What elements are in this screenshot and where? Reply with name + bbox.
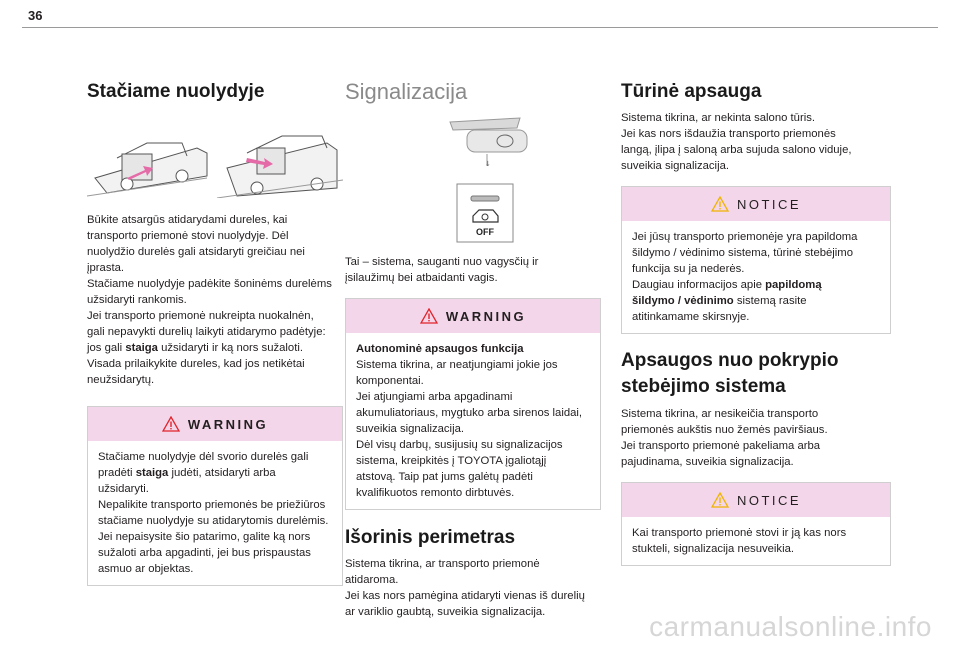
svg-text:↓: ↓ — [485, 160, 491, 168]
notice-header — [622, 187, 890, 221]
slope-text-b: užsidaryti ir ką nors sužaloti. Visada prilaikykite dureles, kad jos netikėtai neužsidarytų. — [87, 342, 305, 386]
heading-alarm: Signalizacija — [345, 79, 468, 104]
header-rule — [22, 27, 938, 28]
warning-body — [346, 333, 600, 509]
notice-box-tilt — [621, 482, 891, 566]
warning-subtitle: Autonominė apsaugos funkcija — [356, 343, 524, 355]
warning-text-bold: staiga — [135, 467, 169, 479]
page-number: 36 — [28, 8, 43, 23]
column-slope — [87, 80, 343, 586]
warning-title: WARNING — [187, 416, 269, 432]
tilt-paragraph: Sistema tikrina, ar nesikeičia transporto priemonės aukštis nuo žemės paviršiaus. Jei transporto priemonė pakeliama arba pajudinama, suveikia signalizacija. — [621, 408, 828, 468]
notice-header — [622, 483, 890, 517]
volumetric-paragraph: Sistema tikrina, ar nekinta salono tūris. Jei kas nors išdaužia transporto priemonės langą, įlipa į saloną arba sujuda salono viduje, suveikia signalizacija. — [621, 112, 852, 172]
slope-paragraph — [87, 212, 343, 388]
column-volumetric — [621, 80, 891, 566]
warning-text: Sistema tikrina, ar neatjungiami jokie jos komponentai. Jei atjungiami arba apgadinami akumuliatoriaus, mygtuko arba sirenos laidai, suveikia signalizacija. Dėl visų darbų, susijusių su signalizacijos sistema, kreipkitės į TOYOTA įgaliotąjį atstovą. Taip pat jums galėtų padėti kvalifikuotos remonto dirbtuvės. — [356, 359, 583, 499]
notice-title: NOTICE — [736, 492, 802, 508]
warning-body — [88, 441, 342, 585]
column-alarm — [345, 80, 601, 620]
heading-slope: Stačiame nuolydyje — [87, 81, 265, 102]
notice-body — [622, 221, 890, 333]
warning-box-alarm — [345, 298, 601, 510]
alarm-off-label: OFF — [476, 227, 494, 237]
warning-title: WARNING — [445, 308, 527, 324]
heading-volumetric: Tūrinė apsauga — [621, 81, 762, 102]
notice-box-heating — [621, 186, 891, 334]
notice-body: Kai transporto priemonė stovi ir ją kas nors stukteli, signalizacija nesuveikia. — [632, 527, 847, 555]
slope-text-bold: staiga — [125, 342, 158, 354]
warning-header — [88, 407, 342, 441]
notice-title: NOTICE — [736, 196, 802, 212]
warning-box-slope — [87, 406, 343, 586]
notice-triangle-icon — [711, 492, 729, 508]
alarm-intro: Tai – sistema, sauganti nuo vagysčių ir įsilaužimų bei atbaidanti vagis. — [345, 256, 539, 284]
warning-text-b: judėti, atsidaryti arba užsidaryti. Nepalikite transporto priemonės be priežiūros stačiame nuolydyje su atidarytomis durelėmis. Jei nepaisysite šio patarimo, galite ką nors sužaloti arba apgadinti, jei bus prispaustas asmuo ar objektas. — [98, 467, 329, 575]
notice-text-b: sistemą rasite atitinkamame skirsnyje. — [632, 295, 807, 323]
slope-text-a: Būkite atsargūs atidarydami dureles, kai transporto priemonė stovi nuolydyje. Dėl nuolydžio durelės gali atsidaryti greičiau nei įprasta. Stačiame nuolydyje padėkite šoninėms durelėms užsidaryti rankomis. Jei transporto priemonė nukreipta nuokalnėn, gali nepavykti durelių laikyti atidarymo padėtyje: jos gali — [87, 214, 332, 354]
watermark: carmanualsonline.info — [649, 611, 932, 642]
warning-triangle-icon — [162, 416, 180, 432]
warning-text-a: Stačiame nuolydyje dėl svorio durelės gali pradėti — [98, 451, 309, 479]
heading-tilt: Apsaugos nuo pokrypio stebėjimo sistema — [621, 350, 839, 397]
alarm-illustration — [345, 114, 601, 244]
warning-header — [346, 299, 600, 333]
notice-triangle-icon — [711, 196, 729, 212]
notice-text-bold: papildomą šildymo / vėdinimo — [632, 279, 822, 307]
warning-triangle-icon — [420, 308, 438, 324]
rear-view-mirror-icon — [450, 118, 527, 168]
car-on-slope-illustration — [87, 118, 343, 198]
notice-text-a: Jei jūsų transporto priemonėje yra papildoma šildymo / vėdinimo sistema, tūrinė stebėjimo funkcija su ja nederės. Daugiau informacijos apie — [632, 231, 858, 291]
heading-perimeter: Išorinis perimetras — [345, 527, 516, 548]
perimeter-paragraph: Sistema tikrina, ar transporto priemonė atidaroma. Jei kas nors pamėgina atidaryti vienas iš durelių ar variklio gaubtą, suveikia signalizacija. — [345, 558, 585, 618]
